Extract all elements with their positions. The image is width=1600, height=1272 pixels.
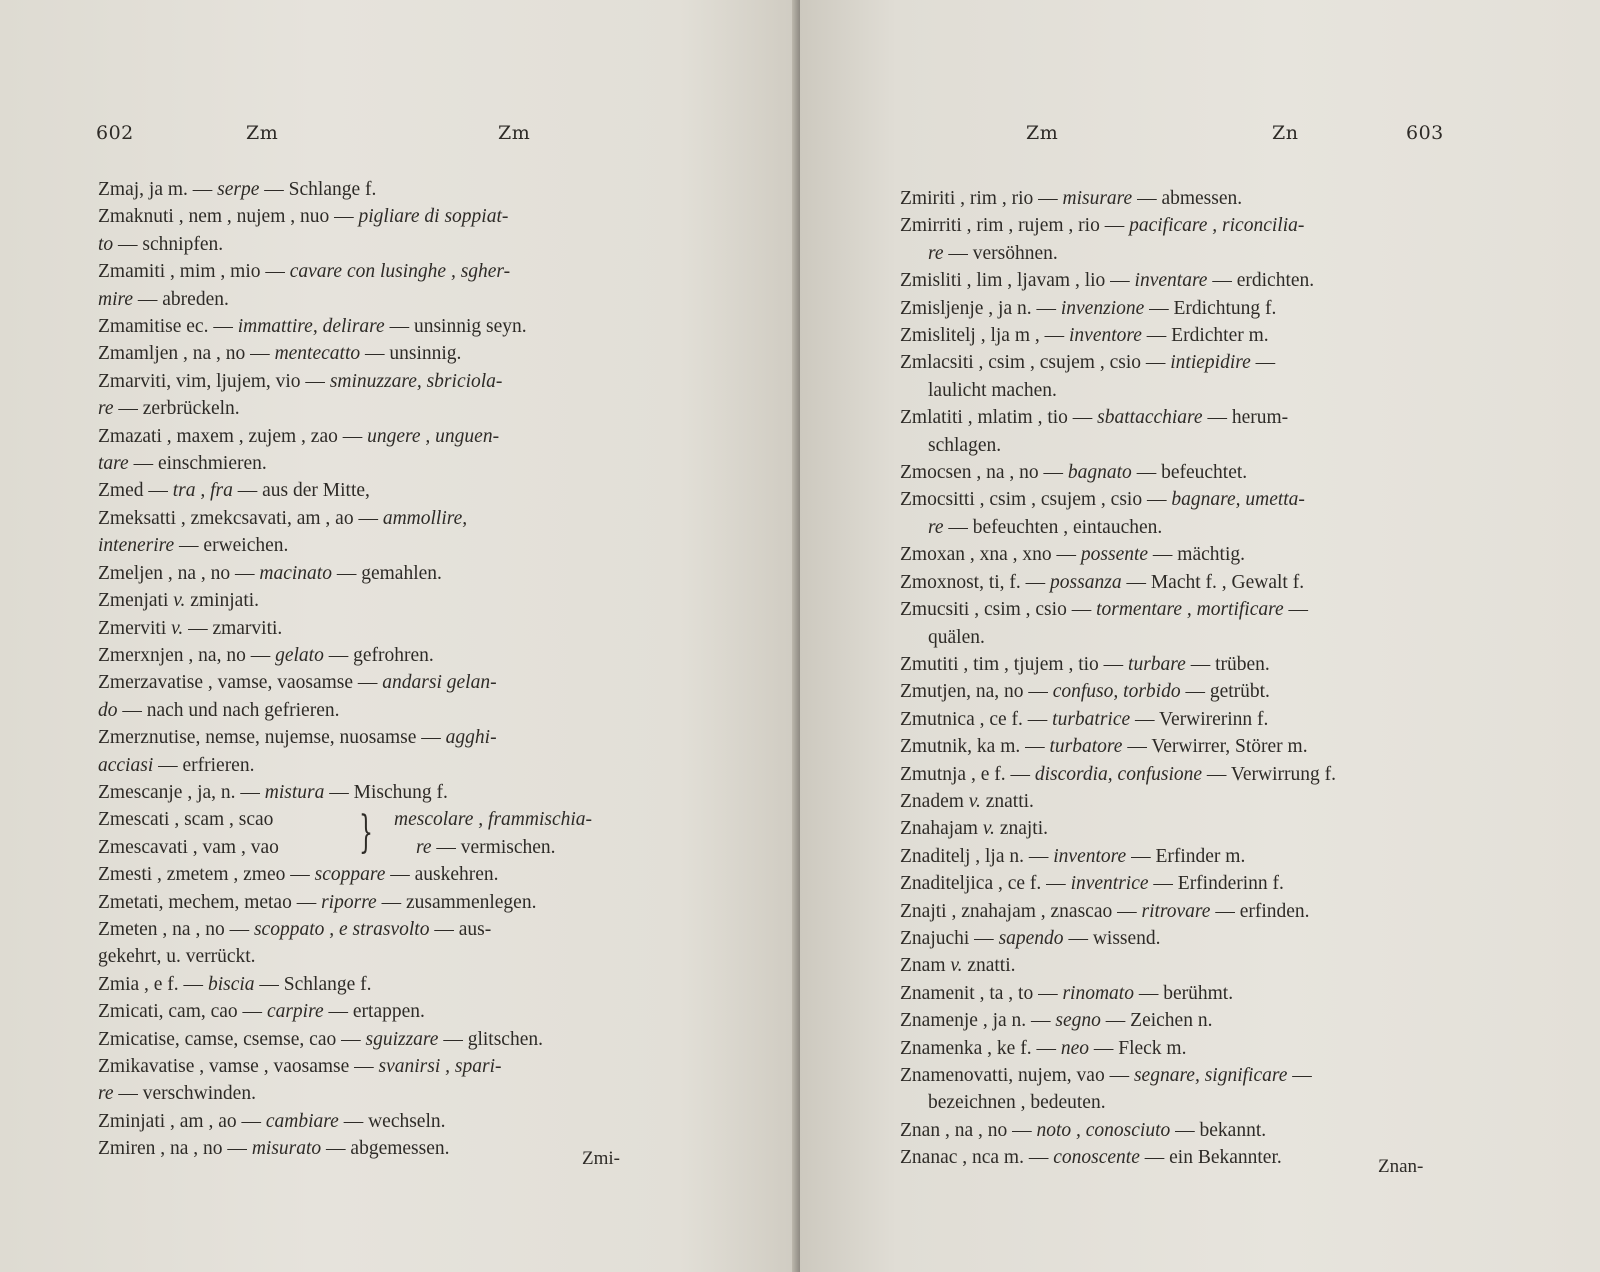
entry-headword: Znajti , znahajam , znascao —	[900, 900, 1142, 922]
entry-italian: v.	[968, 790, 981, 812]
entry-german: — Mischung f.	[324, 781, 448, 803]
entry-german: — ein Bekannter.	[1139, 1147, 1282, 1169]
entry-headword: Znam	[900, 955, 951, 977]
dictionary-entry	[98, 1026, 678, 1053]
entry-italian: turbatore	[1049, 736, 1123, 758]
entry-headword: Zmucsiti , csim , csio —	[900, 599, 1097, 621]
entry-italian: scoppare	[314, 864, 386, 886]
dictionary-entry	[900, 459, 1490, 486]
dictionary-entry	[900, 486, 1490, 541]
brace-glyph: }	[359, 807, 373, 859]
dictionary-entry	[900, 1117, 1490, 1144]
dictionary-entry	[900, 349, 1490, 404]
entry-headword: Zmia , e f. —	[98, 973, 208, 995]
dictionary-entry	[98, 916, 678, 971]
entry-german: — Fleck m.	[1088, 1037, 1187, 1059]
entry-italian: v.	[982, 818, 995, 840]
entry-german: — aus der Mitte,	[232, 480, 370, 502]
entry-german: —	[1283, 599, 1309, 621]
entry-german: — abmessen.	[1132, 188, 1243, 209]
dictionary-entry	[98, 971, 678, 998]
dictionary-entry	[98, 176, 678, 203]
entry-headword: Zmicatise, camse, csemse, cao —	[98, 1028, 366, 1050]
dictionary-entry	[900, 678, 1490, 705]
entry-italian: ritrovare	[1141, 900, 1211, 922]
entry-italian: segno	[1055, 1010, 1101, 1032]
entry-italian: sapendo	[998, 927, 1064, 949]
entry-continuation	[98, 286, 678, 313]
entry-german: — trüben.	[1185, 653, 1270, 675]
entry-headword: Zmaknuti , nem , nujem , nuo —	[98, 206, 359, 228]
entry-german: znajti.	[994, 818, 1049, 840]
entry-german: — Macht f. , Gewalt f.	[1121, 571, 1305, 593]
entry-german: znatti.	[962, 955, 1016, 977]
entry-headword: Znamenka , ke f. —	[900, 1037, 1061, 1059]
entry-headword: Zmirriti , rim , rujem , rio —	[900, 215, 1130, 237]
entry-italian: segnare, significare	[1133, 1065, 1288, 1086]
entry-headword: Zmarviti, vim, ljujem, vio —	[98, 370, 330, 392]
entry-german: — Erfinder m.	[1126, 845, 1246, 867]
entry-german: — wechseln.	[338, 1110, 446, 1132]
dictionary-entry	[900, 267, 1490, 294]
dictionary-entry	[98, 423, 678, 478]
entry-german: — unsinnig.	[360, 343, 462, 365]
entry-italian: noto , conosciuto	[1036, 1119, 1171, 1141]
entry-headword: Zmutiti , tim , tjujem , tio —	[900, 653, 1129, 675]
entry-headword: Zmetati, mechem, metao —	[98, 891, 322, 913]
dictionary-entry	[900, 815, 1490, 842]
dictionary-entry	[98, 258, 678, 313]
dictionary-entry	[900, 870, 1490, 897]
dictionary-entry	[98, 615, 678, 642]
entry-german: —	[1287, 1065, 1312, 1086]
entry-italian: pigliare di soppiat-	[358, 206, 509, 228]
entry-continuation	[98, 395, 678, 422]
dictionary-entry	[98, 505, 678, 560]
entry-italian: inventrice	[1070, 873, 1149, 895]
dictionary-entry	[900, 788, 1490, 815]
entry-headword: Zmerznutise, nemse, nujemse, nuosamse —	[98, 727, 446, 749]
entry-italian: acciasi	[98, 754, 154, 776]
entry-german: — versöhnen.	[943, 242, 1058, 264]
entry-headword: Zmlatiti , mlatim , tio —	[900, 407, 1098, 429]
right-page	[800, 0, 1600, 1272]
dictionary-entry	[900, 295, 1490, 322]
entry-german: — befeuchten , eintauchen.	[943, 516, 1163, 538]
entry-italian: possente	[1080, 544, 1149, 566]
running-head-left: Zm	[246, 122, 279, 144]
entry-continuation	[98, 752, 678, 779]
entry-continuation	[98, 450, 678, 477]
entry-italian: tra , fra	[172, 480, 233, 502]
entry-italian: sguizzare	[365, 1028, 439, 1050]
entry-italian: pacificare , riconcilia-	[1129, 215, 1305, 237]
entry-german: — wissend.	[1063, 927, 1161, 949]
dictionary-entry	[900, 1062, 1490, 1117]
entry-headword: Zmeten , na , no —	[98, 918, 254, 940]
entry-italian: v.	[173, 590, 186, 612]
entry-headword: Zmiren , na , no —	[98, 1138, 252, 1160]
entry-continuation	[900, 240, 1490, 267]
entry-italian: intenerire	[98, 535, 175, 557]
dictionary-entry	[98, 313, 678, 340]
entry-italian: tormentare , mortificare	[1096, 599, 1284, 621]
entry-headword: Zmescati , scam , scao	[98, 809, 274, 831]
dictionary-entry	[98, 203, 678, 258]
dictionary-entry	[900, 761, 1490, 788]
entry-italian: immattire, delirare	[237, 316, 385, 338]
entry-headword: Zmerxnjen , na, no —	[98, 644, 276, 666]
entry-german: — Zeichen n.	[1100, 1010, 1213, 1032]
entry-italian: cambiare	[265, 1110, 339, 1132]
dictionary-entry	[900, 1007, 1490, 1034]
dictionary-entry	[98, 1108, 678, 1135]
entry-german: — Verwirerinn f.	[1130, 708, 1269, 730]
entry-german: — erdichten.	[1207, 270, 1315, 292]
dictionary-entry	[98, 669, 678, 724]
dictionary-entry	[900, 733, 1490, 760]
dictionary-entry	[900, 952, 1490, 979]
entry-german: — Verwirrer, Störer m.	[1122, 736, 1308, 758]
dictionary-entry	[98, 861, 678, 888]
entry-headword: Znajuchi —	[900, 927, 999, 949]
entry-headword: Znamenit , ta , to —	[900, 982, 1063, 1004]
running-head-right: Zn	[1272, 122, 1299, 144]
entry-continuation	[98, 231, 678, 258]
entry-german: — Erdichter m.	[1141, 325, 1269, 347]
entry-headword: Zmikavatise , vamse , vaosamse —	[98, 1055, 379, 1077]
entry-headword: Zmisljenje , ja n. —	[900, 297, 1061, 319]
entry-headword: Zmerzavatise , vamse, vaosamse —	[98, 672, 383, 694]
entry-german: — gefrohren.	[323, 644, 434, 666]
dictionary-entry	[98, 642, 678, 669]
entry-italian: invenzione	[1060, 297, 1145, 319]
catchword: Znan-	[1378, 1156, 1424, 1177]
entry-italian: mistura	[264, 781, 325, 803]
entry-headword: Zmaj, ja m. —	[98, 179, 218, 200]
entry-german: — nach und nach gefrieren.	[117, 699, 340, 721]
entry-headword: Znan , na , no —	[900, 1119, 1037, 1141]
entry-german: — einschmieren.	[128, 453, 267, 475]
page-number: 603	[1406, 122, 1444, 144]
entry-italian: to	[98, 233, 114, 255]
entry-italian: scoppato , e strasvolto	[253, 918, 430, 940]
entry-german: — herum-	[1202, 407, 1289, 429]
entry-headword: Zmoxnost, ti, f. —	[900, 571, 1051, 593]
entry-german: — unsinnig seyn.	[384, 316, 527, 338]
entry-german: — erfrieren.	[153, 754, 255, 776]
entry-headword: Zmamljen , na , no —	[98, 343, 275, 365]
dictionary-entry	[98, 889, 678, 916]
entry-continuation	[900, 514, 1490, 541]
dictionary-entry	[98, 779, 678, 806]
entry-italian: bagnato	[1067, 462, 1132, 484]
entry-italian: re	[98, 398, 114, 420]
entry-italian: svanirsi , spari-	[378, 1055, 502, 1077]
entry-continuation	[900, 432, 1490, 459]
entry-headword: Znaditelj , lja n. —	[900, 845, 1054, 867]
entry-german: bezeichnen , bedeuten.	[928, 1092, 1106, 1114]
entry-german: — ertappen.	[323, 1001, 425, 1023]
entry-german: — glitschen.	[438, 1028, 543, 1050]
brace-entry	[98, 806, 678, 861]
entry-headword: Zmiriti , rim , rio —	[900, 188, 1063, 209]
entry-german: — erfinden.	[1210, 900, 1310, 922]
entry-german: — Verwirrung f.	[1202, 763, 1336, 785]
entry-italian: re	[98, 1083, 114, 1105]
entry-italian: re	[928, 242, 944, 264]
entry-italian: cavare con lusinghe , sgher-	[289, 261, 511, 283]
entry-german: — auskehren.	[385, 864, 499, 886]
entry-continuation	[98, 697, 678, 724]
dictionary-entry	[900, 596, 1490, 651]
entry-italian: agghi-	[445, 727, 497, 749]
entry-german: schlagen.	[928, 434, 1002, 456]
dictionary-entry	[98, 587, 678, 614]
entry-german: — zusammenlegen.	[376, 891, 537, 913]
entry-continuation	[900, 377, 1490, 404]
entry-italian: andarsi gelan-	[382, 672, 497, 694]
entry-german: — Erfinderinn f.	[1148, 873, 1284, 895]
entry-italian: mentecatto	[274, 343, 361, 365]
entry-headword: Zmamitise ec. —	[98, 316, 238, 338]
entry-german: — aus-	[429, 918, 492, 940]
entry-italian: rinomato	[1062, 982, 1134, 1004]
entry-column	[900, 185, 1490, 1172]
dictionary-entry	[98, 477, 678, 504]
dictionary-entry	[900, 1035, 1490, 1062]
entry-german: — Erdichtung f.	[1144, 297, 1277, 319]
entry-italian: biscia	[207, 973, 255, 995]
entry-german: zminjati.	[185, 590, 260, 612]
entry-german: — zmarviti.	[183, 617, 283, 639]
dictionary-entry	[900, 980, 1490, 1007]
dictionary-entry	[98, 998, 678, 1025]
entry-italian: misurato	[251, 1138, 322, 1160]
entry-german: — mächtig.	[1148, 544, 1245, 566]
entry-german: znatti.	[980, 790, 1034, 812]
entry-italian: sminuzzare, sbriciola-	[329, 370, 503, 392]
dictionary-entry	[900, 541, 1490, 568]
entry-italian: mire	[98, 288, 134, 310]
entry-german: — gemahlen.	[331, 562, 442, 584]
dictionary-entry	[98, 368, 678, 423]
dictionary-entry	[900, 404, 1490, 459]
entry-german: — befeuchtet.	[1131, 462, 1248, 484]
dictionary-entry	[900, 925, 1490, 952]
dictionary-entry	[98, 1053, 678, 1108]
entry-italian: ammollire,	[382, 507, 468, 529]
dictionary-entry	[900, 843, 1490, 870]
entry-german: — bekannt.	[1170, 1119, 1267, 1141]
entry-headword: Zmeljen , na , no —	[98, 562, 260, 584]
entry-headword: Zmutnik, ka m. —	[900, 736, 1050, 758]
entry-headword: Znamenje , ja n. —	[900, 1010, 1056, 1032]
entry-italian: confuso, torbido	[1052, 681, 1181, 703]
entry-headword: Zmamiti , mim , mio —	[98, 261, 290, 283]
entry-german: gekehrt, u. verrückt.	[98, 946, 256, 968]
entry-german: — erweichen.	[174, 535, 289, 557]
entry-german: — getrübt.	[1180, 681, 1270, 703]
entry-italian: possanza	[1050, 571, 1122, 593]
entry-continuation	[900, 1089, 1490, 1116]
entry-headword: Zmocsen , na , no —	[900, 462, 1068, 484]
entry-column	[98, 176, 678, 1163]
entry-italian: turbatrice	[1052, 708, 1131, 730]
entry-headword: Zmoxan , xna , xno —	[900, 544, 1081, 566]
entry-italian: discordia, confusione	[1034, 763, 1203, 785]
entry-continuation	[900, 624, 1490, 651]
running-head-right: Zm	[498, 122, 531, 144]
entry-italian: tare	[98, 453, 129, 475]
dictionary-entry	[98, 724, 678, 779]
dictionary-entry	[900, 898, 1490, 925]
entry-german: — Schlange f.	[259, 179, 377, 200]
page-number: 602	[96, 122, 134, 144]
dictionary-entry	[900, 651, 1490, 678]
entry-continuation	[98, 532, 678, 559]
entry-italian: conoscente	[1053, 1147, 1140, 1169]
entry-german: — verschwinden.	[113, 1083, 256, 1105]
entry-headword: Znanac , nca m. —	[900, 1147, 1054, 1169]
dictionary-entry	[98, 560, 678, 587]
entry-headword: Zmutnica , ce f. —	[900, 708, 1053, 730]
entry-italian: gelato	[275, 644, 324, 666]
entry-headword: Znamenovatti, nujem, vao —	[900, 1065, 1134, 1086]
entry-italian: re	[928, 516, 944, 538]
entry-headword: Zmescavati , vam , vao	[98, 836, 279, 858]
running-head-left: Zm	[1026, 122, 1059, 144]
dictionary-entry	[900, 569, 1490, 596]
entry-headword: Znaditeljica , ce f. —	[900, 873, 1071, 895]
catchword: Zmi-	[582, 1148, 620, 1169]
entry-headword: Zmeksatti , zmekcsavati, am , ao —	[98, 507, 383, 529]
entry-headword: Zmislitelj , lja m , —	[900, 325, 1069, 347]
entry-italian: inventore	[1069, 325, 1142, 347]
entry-german: — abreden.	[133, 288, 229, 310]
entry-italian: inventore	[1053, 845, 1127, 867]
entry-headword: Zmutjen, na, no —	[900, 681, 1053, 703]
entry-german: — vermischen.	[431, 836, 556, 858]
entry-german: —	[1250, 352, 1276, 374]
entry-german: laulicht machen.	[928, 379, 1057, 401]
entry-headword: Zmesti , zmetem , zmeo —	[98, 864, 315, 886]
entry-headword: Zmutnja , e f. —	[900, 763, 1035, 785]
entry-italian: re	[416, 836, 432, 858]
entry-italian: neo	[1060, 1037, 1089, 1059]
entry-italian: bagnare, umetta-	[1171, 489, 1305, 511]
entry-headword: Zmisliti , lim , ljavam , lio —	[900, 270, 1135, 292]
dictionary-entry	[900, 212, 1490, 267]
entry-italian: do	[98, 699, 118, 721]
dictionary-entry	[900, 185, 1490, 212]
entry-headword: Zminjati , am , ao —	[98, 1110, 266, 1132]
entry-german: quälen.	[928, 626, 985, 648]
entry-continuation	[98, 1080, 678, 1107]
entry-headword: Zmescanje , ja, n. —	[98, 781, 265, 803]
entry-headword: Zmerviti	[98, 617, 172, 639]
entry-headword: Zmocsitti , csim , csujem , csio —	[900, 489, 1172, 511]
entry-headword: Znadem	[900, 790, 969, 812]
entry-italian: carpire	[266, 1001, 324, 1023]
entry-headword: Znahajam	[900, 818, 983, 840]
entry-german: — zerbrückeln.	[113, 398, 240, 420]
entry-continuation	[98, 943, 678, 970]
entry-italian: inventare	[1134, 270, 1208, 292]
entry-italian: serpe	[217, 179, 260, 200]
entry-german: — abgemessen.	[321, 1138, 450, 1160]
entry-german: — berühmt.	[1133, 982, 1234, 1004]
entry-italian: v.	[950, 955, 963, 977]
entry-german: — Schlange f.	[254, 973, 372, 995]
entry-headword: Zmazati , maxem , zujem , zao —	[98, 425, 368, 447]
entry-italian: mescolare , frammischia-	[394, 809, 593, 831]
entry-italian: riporre	[321, 891, 377, 913]
entry-italian: intiepidire	[1170, 352, 1251, 374]
dictionary-entry	[900, 322, 1490, 349]
entry-german: — schnipfen.	[113, 233, 224, 255]
entry-italian: v.	[171, 617, 184, 639]
entry-italian: sbattacchiare	[1097, 407, 1203, 429]
entry-italian: misurare	[1062, 188, 1133, 209]
dictionary-entry	[98, 340, 678, 367]
entry-headword: Zmlacsiti , csim , csujem , csio —	[900, 352, 1171, 374]
entry-headword: Zmicati, cam, cao —	[98, 1001, 267, 1023]
entry-headword: Zmenjati	[98, 590, 174, 612]
entry-italian: ungere , unguen-	[367, 425, 500, 447]
dictionary-entry	[900, 706, 1490, 733]
entry-italian: turbare	[1128, 653, 1186, 675]
entry-headword: Zmed —	[98, 480, 173, 502]
entry-italian: macinato	[259, 562, 332, 584]
